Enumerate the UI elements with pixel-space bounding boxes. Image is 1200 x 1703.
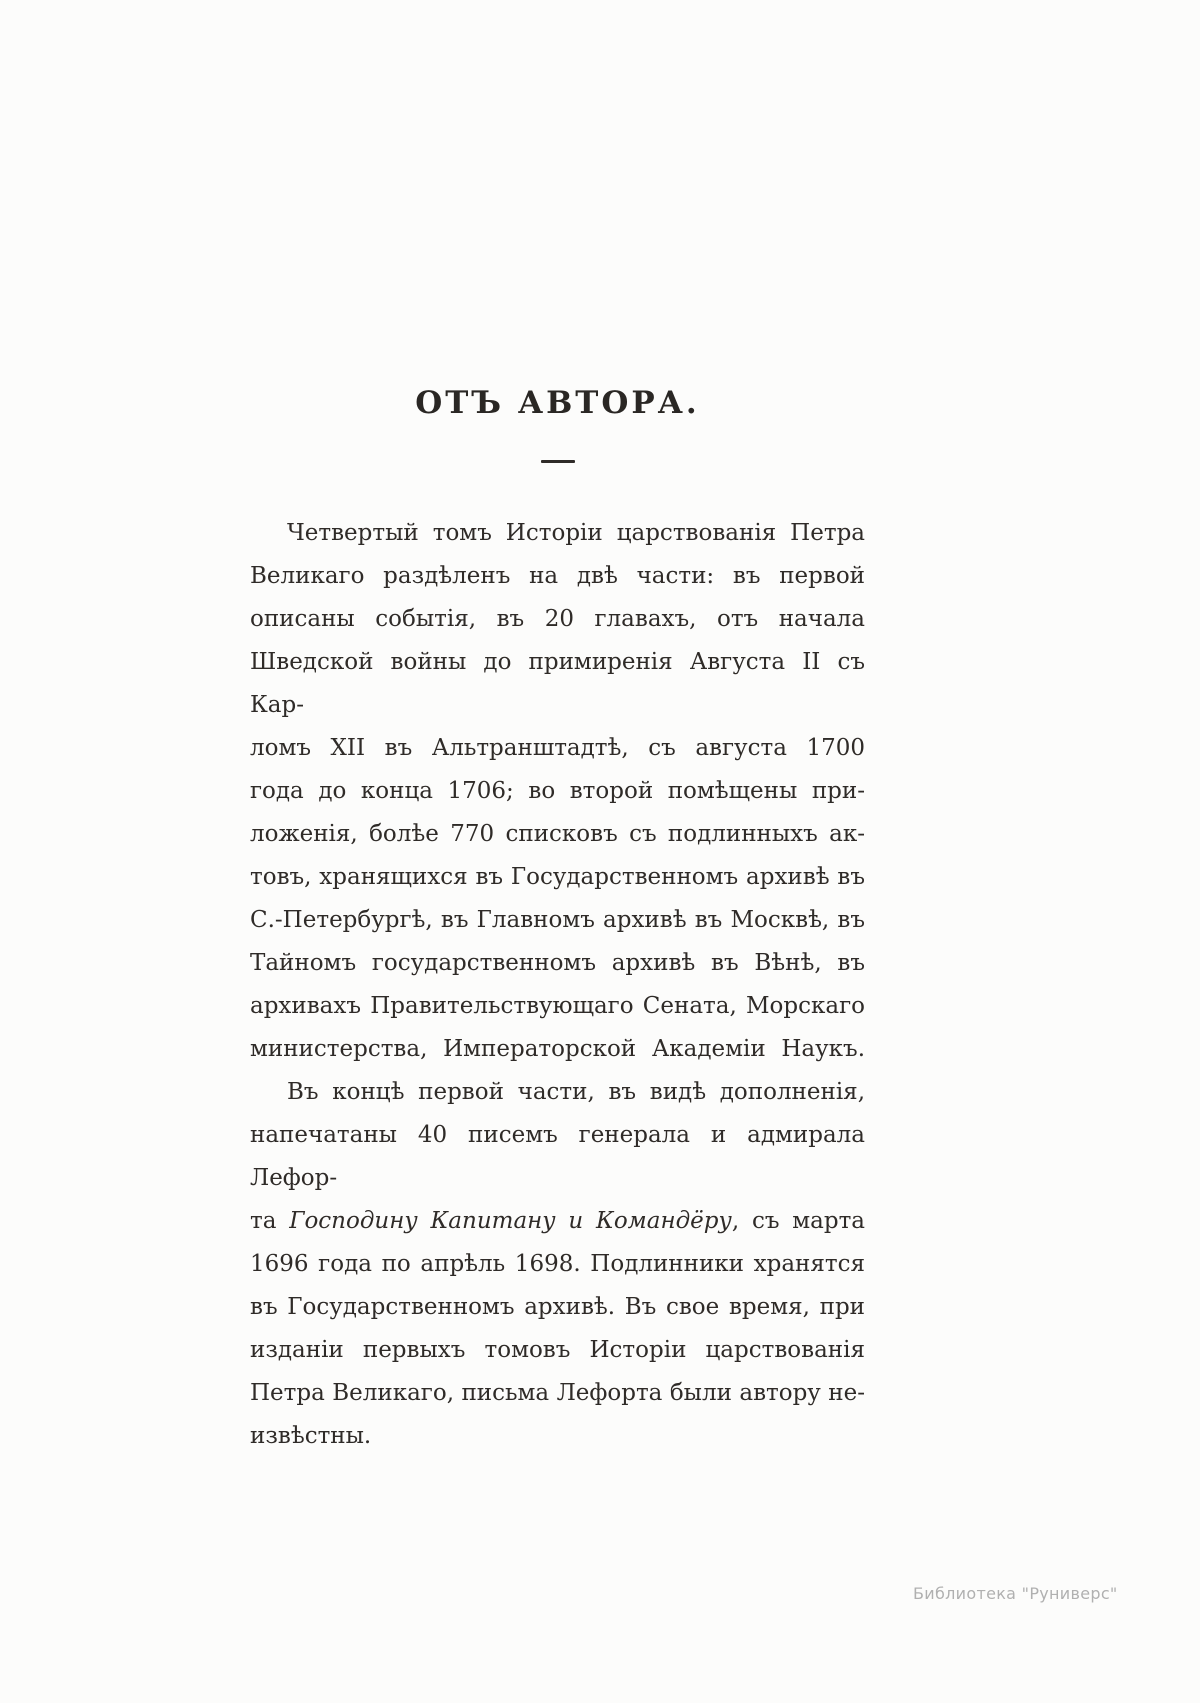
- section-divider-wrap: [250, 460, 865, 463]
- text-line: [250, 727, 865, 770]
- text-segment: Шведской войны до примиренія Августа II съ Кар-: [250, 649, 865, 718]
- text-line: [250, 1114, 865, 1200]
- text-segment: года до конца 1706; во второй помѣщены при-: [250, 778, 865, 804]
- text-segment: Четвертый томъ Исторіи царствованія Петра: [287, 520, 865, 546]
- text-line: [250, 813, 865, 856]
- text-line: [250, 1243, 865, 1286]
- text-line: [250, 1329, 865, 1372]
- text-line: [250, 641, 865, 727]
- text-segment: архивахъ Правительствующаго Сената, Морскаго: [250, 993, 865, 1019]
- text-segment: Петра Великаго, письма Лефорта были автору не-: [250, 1380, 865, 1406]
- text-segment: описаны событія, въ 20 главахъ, отъ начала: [250, 606, 865, 632]
- text-line: [250, 985, 865, 1028]
- text-line: [250, 899, 865, 942]
- watermark: Библиотека "Руниверс": [913, 1584, 1118, 1603]
- paragraph: [250, 1071, 865, 1458]
- text-segment: изданіи первыхъ томовъ Исторіи царствованія: [250, 1337, 865, 1363]
- text-segment: 1696 года по апрѣль 1698. Подлинники хранятся: [250, 1251, 865, 1277]
- text-segment: въ Государственномъ архивѣ. Въ свое время, при: [250, 1294, 865, 1320]
- text-segment: ложенія, болѣе 770 списковъ съ подлинныхъ ак-: [250, 821, 865, 847]
- text-segment: извѣстны.: [250, 1423, 372, 1449]
- paragraph: [250, 512, 865, 1071]
- text-segment: Въ концѣ первой части, въ видѣ дополненія,: [287, 1079, 865, 1105]
- text-line: [250, 512, 865, 555]
- text-line: [250, 1286, 865, 1329]
- text-line: [250, 1200, 865, 1243]
- text-line: [250, 942, 865, 985]
- text-segment: Тайномъ государственномъ архивѣ въ Вѣнѣ, въ: [250, 950, 865, 976]
- text-segment: ломъ XII въ Альтранштадтѣ, съ августа 1700: [250, 735, 865, 761]
- body-text: [250, 512, 865, 1458]
- text-line: [250, 1372, 865, 1415]
- text-segment: Великаго раздѣленъ на двѣ части: въ первой: [250, 563, 865, 589]
- text-line: [250, 1028, 865, 1071]
- section-divider: [541, 460, 575, 463]
- text-line: [250, 1071, 865, 1114]
- text-segment: С.-Петербургѣ, въ Главномъ архивѣ въ Москвѣ, въ: [250, 907, 865, 933]
- text-segment: та: [250, 1208, 290, 1234]
- text-segment: министерства, Императорской Академіи Наукъ.: [250, 1036, 865, 1062]
- text-line: [250, 770, 865, 813]
- text-segment: , съ марта: [731, 1208, 866, 1234]
- italic-text-segment: Господину Капитану и Командёру: [289, 1208, 732, 1234]
- text-line: [250, 598, 865, 641]
- page-title: ОТЪ АВТОРА.: [415, 385, 700, 421]
- text-segment: товъ, хранящихся въ Государственномъ архивѣ въ: [250, 864, 865, 890]
- text-line: [250, 856, 865, 899]
- text-segment: напечатаны 40 писемъ генерала и адмирала Лефор-: [250, 1122, 865, 1191]
- text-line: [250, 1415, 865, 1458]
- text-line: [250, 555, 865, 598]
